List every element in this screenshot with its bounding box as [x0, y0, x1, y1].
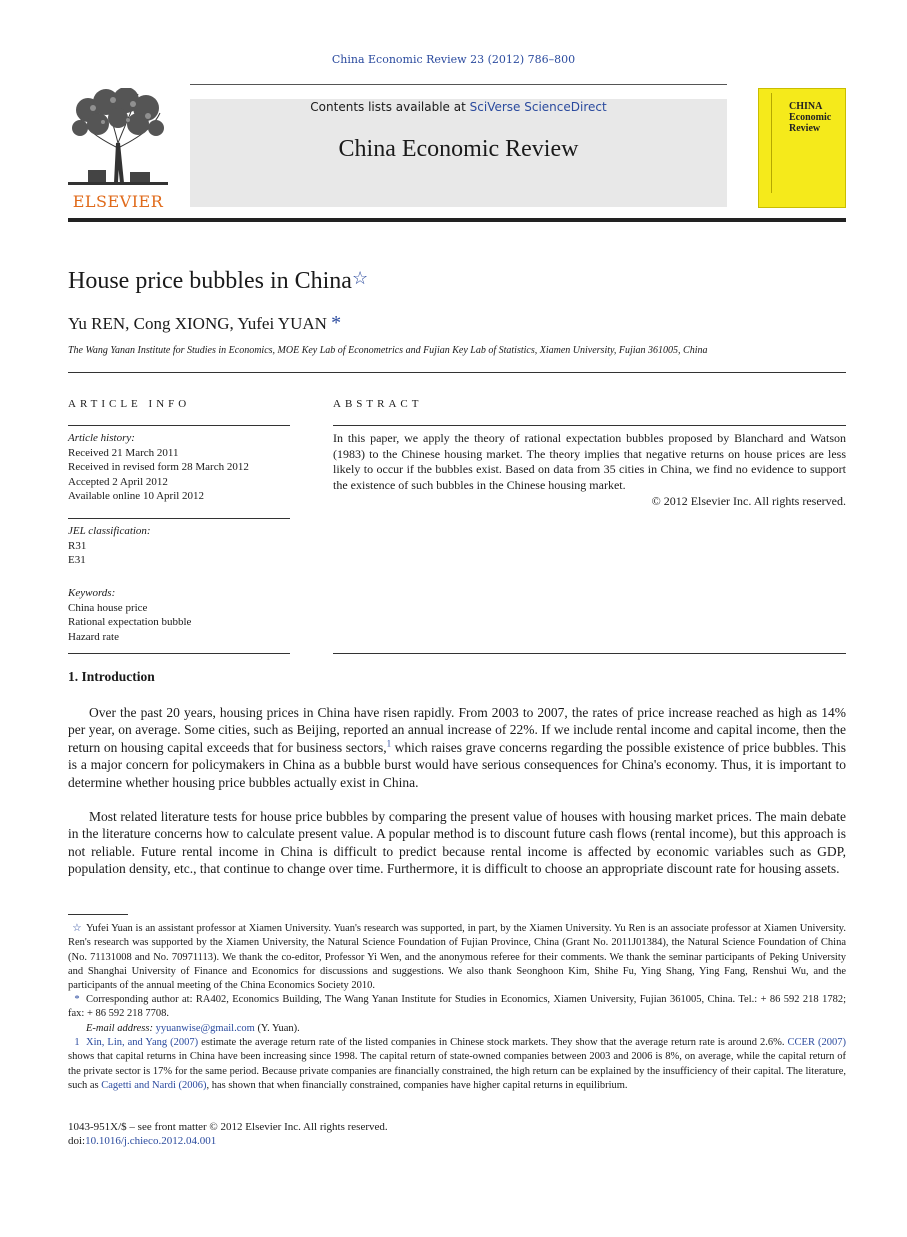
footnote-star	[68, 922, 846, 993]
jel-classification	[68, 524, 290, 568]
elsevier-wordmark: ELSEVIER	[72, 192, 164, 211]
article-title	[68, 268, 368, 295]
footnote-rule	[68, 914, 128, 915]
keyword: China house price	[68, 601, 148, 614]
footnote-mark: 1	[74, 1037, 80, 1048]
journal-title: China Economic Review	[338, 136, 579, 162]
article-history	[68, 431, 290, 504]
footnote-mark: *	[74, 994, 80, 1005]
footnote-text: estimate the average return rate of the listed companies in Chinese stock markets. They show that the average return rate is around 2.6%.	[198, 1037, 788, 1048]
divider	[68, 425, 290, 426]
footnote-mark: ☆	[72, 923, 82, 934]
cover-decoration	[763, 93, 772, 193]
history-label: Article history:	[68, 432, 135, 444]
article-info-heading: ARTICLE INFO	[68, 398, 191, 410]
history-item: Received 21 March 2011	[68, 446, 179, 459]
citation-link[interactable]: CCER (2007)	[787, 1037, 846, 1048]
body-paragraph: Most related literature tests for house price bubbles by comparing the present value of houses with housing market prices. The main debate in the literature concerns how to calculate present value. A popular method is to discount future cash flows (rental income), but this approach is not reliable. Future rental income in China is difficult to predict because rental income is affected by economic variables such as GDP, population density, etc., that continue to change over time. Furthermore, it is difficult to choose an appropriate discount rate for housing assets.	[68, 809, 846, 877]
footnote-corresponding	[68, 993, 846, 1022]
header-rule	[190, 84, 727, 85]
divider	[68, 372, 846, 373]
keywords-label: Keywords:	[68, 587, 116, 599]
authors-text: Yu REN, Cong XIONG, Yufei YUAN	[68, 314, 327, 333]
paragraph-text: which raises grave concerns regarding the possible existence of price bubbles. This is a major concern for policymakers in China as a bubble burst would have serious consequences for China's economy. Thus, it is important to determine whether housing price bubbles actually exist in China.	[68, 739, 846, 790]
title-footnote-star[interactable]: ☆	[351, 268, 369, 288]
sciencedirect-link[interactable]: SciVerse ScienceDirect	[469, 100, 607, 114]
journal-reference[interactable]: China Economic Review 23 (2012) 786–800	[331, 53, 576, 66]
contents-prefix: Contents lists available at	[310, 100, 470, 114]
keywords	[68, 586, 290, 644]
section-heading: 1. Introduction	[68, 669, 155, 684]
journal-cover-image[interactable]	[758, 88, 846, 208]
citation-link[interactable]: Cagetti and Nardi (2006)	[101, 1079, 207, 1091]
body-paragraph	[68, 704, 846, 791]
history-item: Available online 10 April 2012	[68, 490, 205, 502]
keyword: Hazard rate	[68, 630, 119, 643]
contents-line	[190, 100, 727, 114]
abstract-text: In this paper, we apply the theory of rational expectation bubbles proposed by Blanchard and Watson (1983) to the Chinese housing market. The theory implies that negative returns on house prices are less likely to occur if the bubbles exist. Based on data from 35 cities in China, we find no evidence to support the existence of such bubbles in the Chinese housing market.	[333, 431, 846, 492]
footnote-text: Corresponding author at: RA402, Economics Building, The Wang Yanan Institute for Studies in Economics, Xiamen University, Fujian 361005, China. Tel.: + 86 592 218 1782; fax: + 86 592 218 7708.	[68, 994, 846, 1020]
footnote-ref-1[interactable]: 1	[386, 738, 392, 749]
author-list	[68, 312, 341, 335]
citation-link[interactable]: Xin, Lin, and Yang (2007)	[86, 1037, 199, 1048]
history-item: Received in revised form 28 March 2012	[68, 461, 249, 473]
divider	[333, 653, 846, 654]
doi-line	[68, 1135, 216, 1147]
email-suffix: (Y. Yuan).	[254, 1023, 300, 1034]
footnote-text: shows that capital returns in China have been increasing since 1998. The capital return of state-owned companies between 2003 and 2006 is 8%, on average, while the capital return of the private sector is 17% for the same period. Because private companies are financially constrained, the high return can be explained by the insufficiency of their capital. The literature, such as	[68, 1051, 846, 1091]
header-thick-rule	[68, 218, 846, 222]
keyword: Rational expectation bubble	[68, 616, 192, 628]
jel-code: R31	[68, 539, 87, 552]
paragraph-text: Over the past 20 years, housing prices in China have risen rapidly. From 2003 to 2007, the rates of price increase reached as high as 14% per year, on average. Some cities, such as Beijing, reported an annual increase of 22%. If we include rental income and capital income, then the return on housing capital exceeds that for business sectors,	[68, 705, 846, 755]
affiliation: The Wang Yanan Institute for Studies in Economics, MOE Key Lab of Econometrics and Fujian Key Lab of Statistics, Xiamen University, Fujian 361005, China	[68, 345, 708, 356]
footnote-1	[68, 1036, 846, 1093]
footnote-text: , has shown that when financially constrained, companies have higher capital returns in equilibrium.	[206, 1079, 628, 1091]
email-label: E-mail address:	[86, 1023, 153, 1034]
jel-label: JEL classification:	[68, 525, 151, 537]
footnote-email	[68, 1022, 846, 1036]
footnote-text: Yufei Yuan is an assistant professor at Xiamen University. Yuan's research was supported, in part, by the Xiamen University. Yu Ren is an associate professor at Xiamen University. Ren's research was supported by the Xiamen University, the Natural Science Foundation of Fujian Province, China (Grant No. 2011J01384), the Natural Science Foundation of China (No. 71131008 and No. 70971113). We thank the co-editor, Professor Yi Wen, and the anonymous referee for their comments. We thank the seminar participants of Peking University and Shanghai University of Finance and Economics for discussions and suggestions. We also thank Seonghoon Kim, Shihe Fu, Ying Shang, Ying Fang, Renshui Wu, and the participants of the annual meeting of the China Economics Society 2010.	[68, 923, 846, 992]
email-link[interactable]: yyuanwise@gmail.com	[155, 1023, 255, 1034]
abstract-heading: ABSTRACT	[333, 398, 423, 410]
corresponding-author-mark[interactable]: *	[331, 312, 342, 334]
divider	[68, 518, 290, 519]
doi-label: doi:	[68, 1135, 86, 1147]
abstract-copyright: © 2012 Elsevier Inc. All rights reserved.	[651, 494, 846, 508]
divider	[68, 653, 290, 654]
jel-code: E31	[68, 554, 86, 566]
cover-title: CHINA Economic Review	[789, 101, 832, 134]
history-item: Accepted 2 April 2012	[68, 475, 168, 488]
issn-line: 1043-951X/$ – see front matter © 2012 Elsevier Inc. All rights reserved.	[68, 1121, 388, 1133]
article-title-text: House price bubbles in China	[68, 268, 352, 294]
doi-link[interactable]: 10.1016/j.chieco.2012.04.001	[85, 1135, 217, 1147]
divider	[333, 425, 846, 426]
